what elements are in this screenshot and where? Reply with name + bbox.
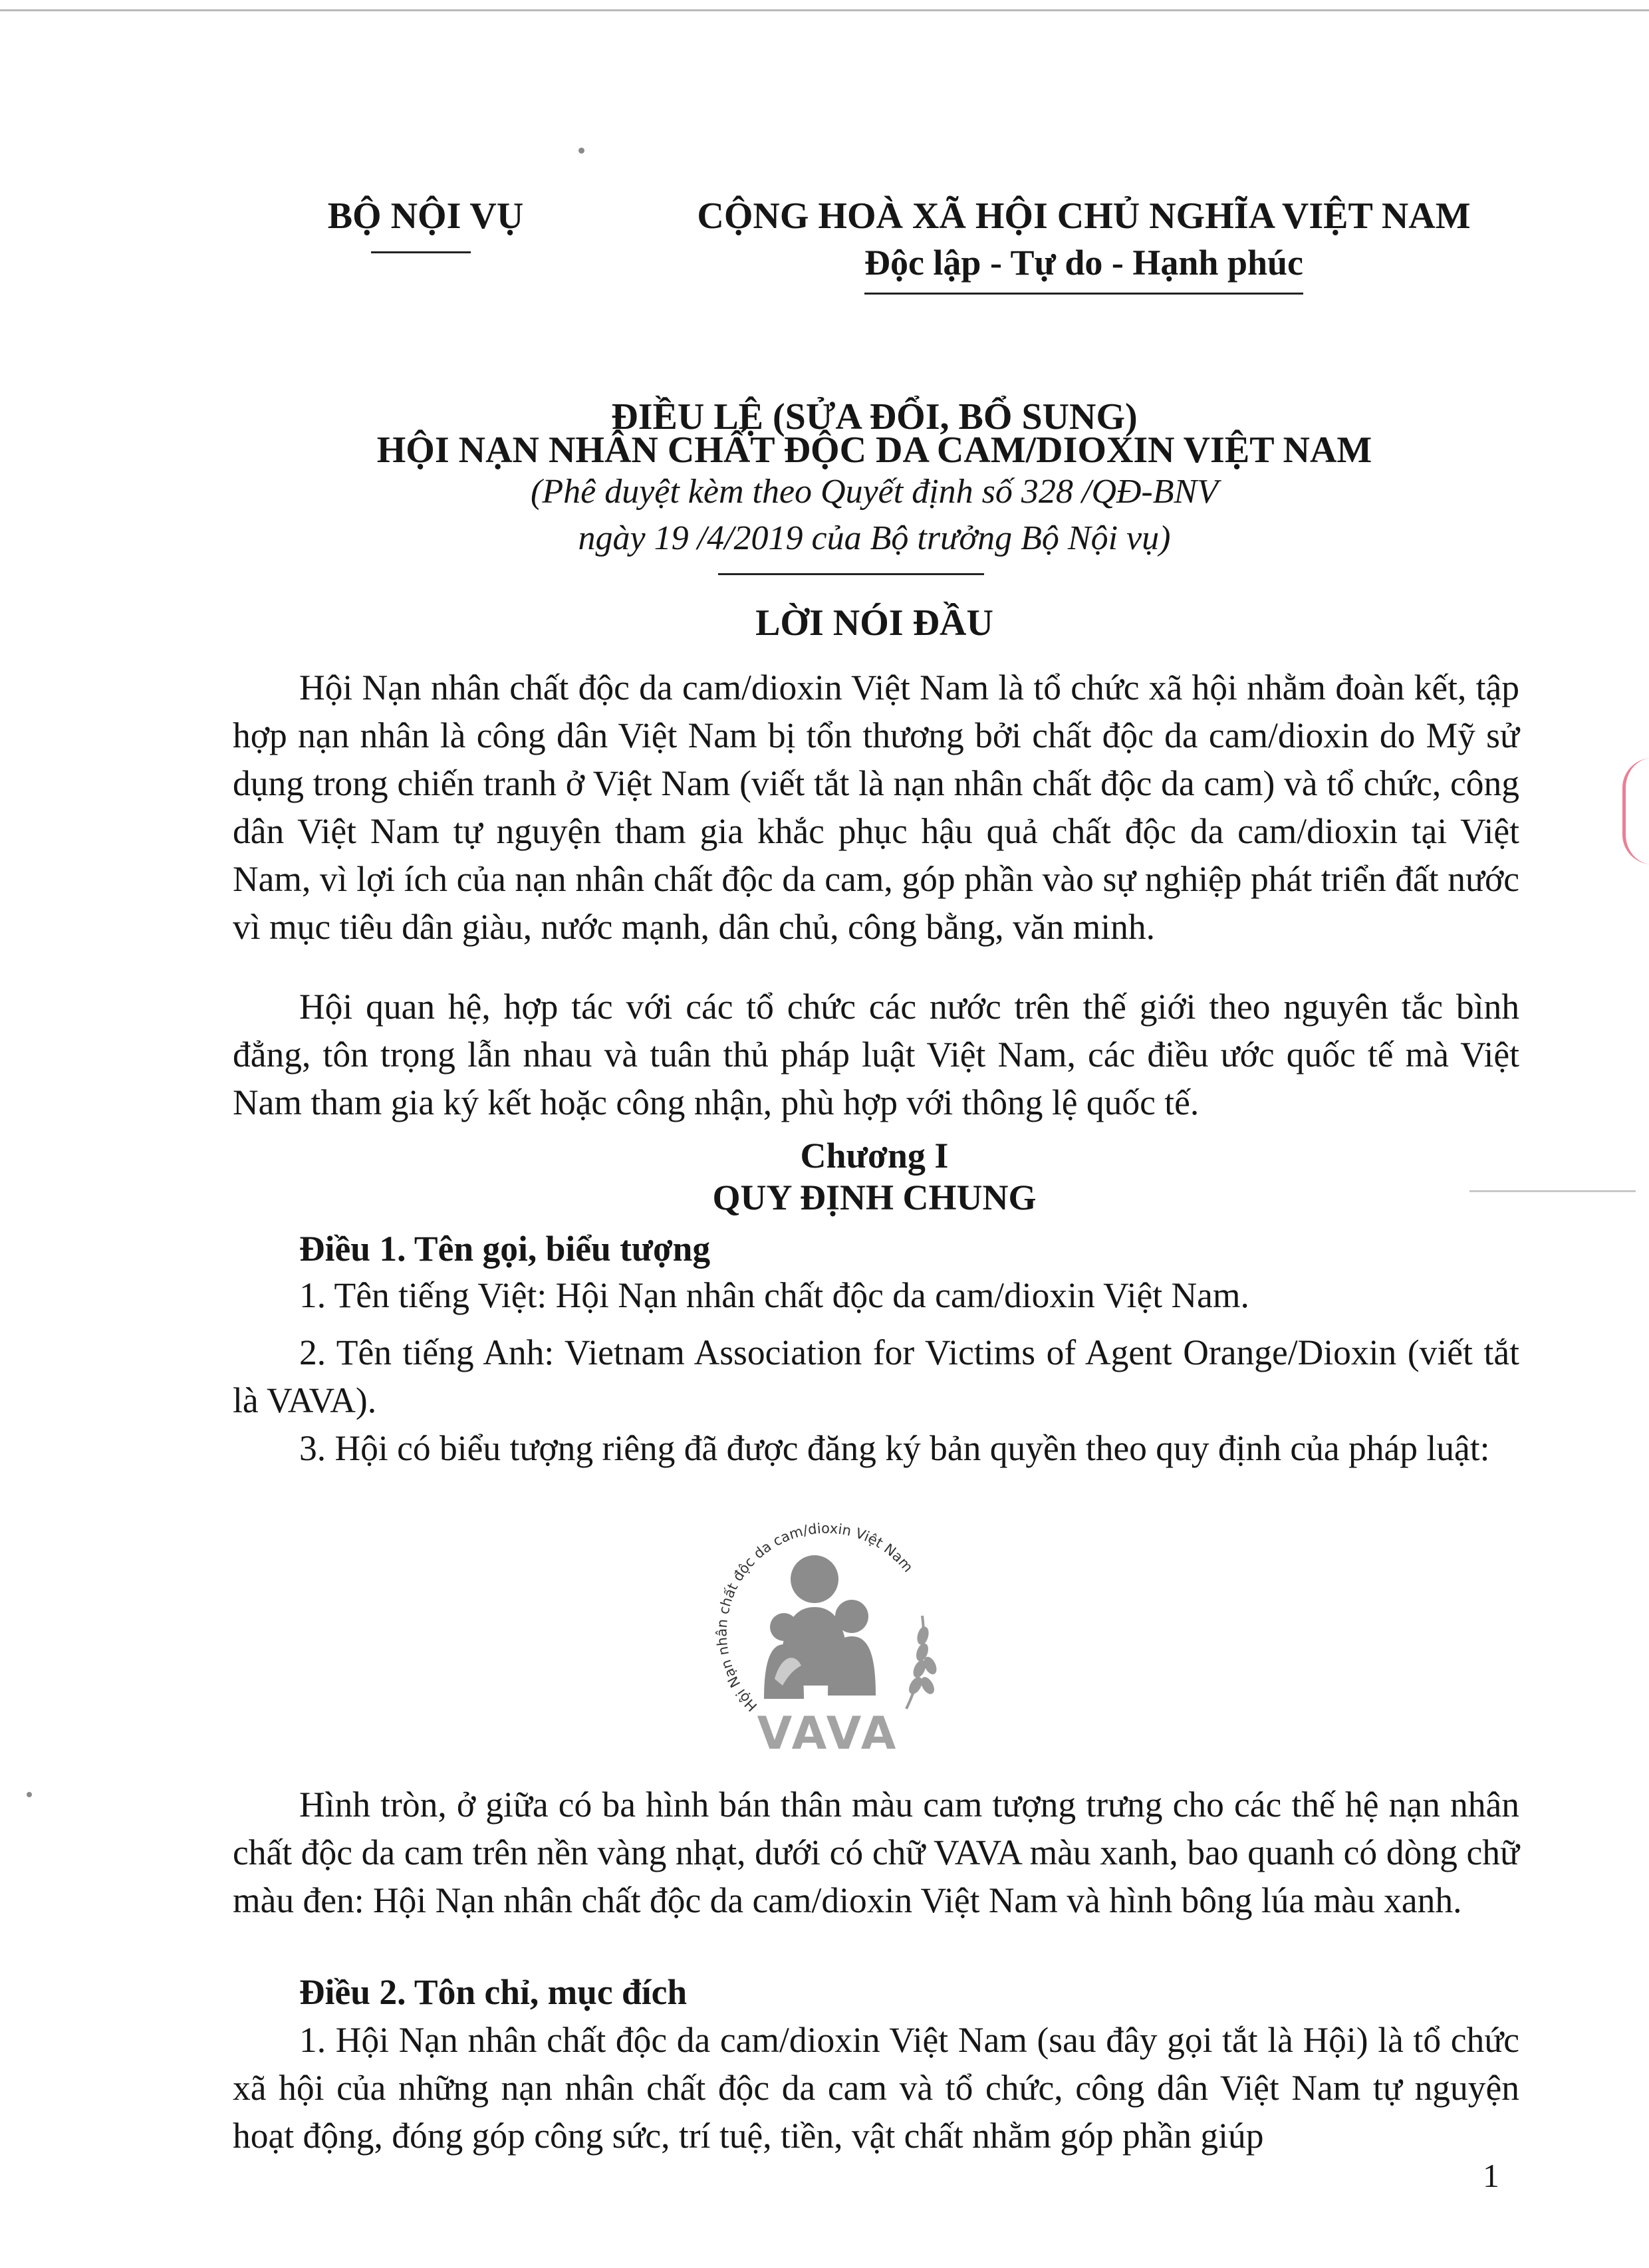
scan-speck — [27, 1792, 32, 1797]
scan-speck — [578, 148, 584, 154]
article-1-item-3: 3. Hội có biểu tượng riêng đã được đăng ký bản quyền theo quy định của pháp luật: — [299, 1428, 1490, 1468]
article-1-item-3-block — [233, 1424, 1519, 1472]
nation-name: CỘNG HOÀ XÃ HỘI CHỦ NGHĨA VIỆT NAM — [697, 195, 1471, 237]
chapter-number: Chương I — [800, 1136, 949, 1176]
preface-body-2 — [233, 983, 1519, 1126]
motto-underline — [864, 293, 1303, 295]
approval-note-line1: (Phê duyệt kèm theo Quyết định số 328 /QĐ-BNV — [531, 473, 1218, 511]
article-1-item-2: 2. Tên tiếng Anh: Vietnam Association for Victims of Agent Orange/Dioxin (viết tắt là VAVA). — [233, 1332, 1519, 1420]
preface-paragraph-2: Hội quan hệ, hợp tác với các tổ chức các nước trên thế giới theo nguyên tắc bình đẳng, tôn trọng lẫn nhau và tuân thủ pháp luật Việt Nam, các điều ước quốc tế mà Việt Nam tham gia ký kết hoặc công nhận, phù hợp với thông lệ quốc tế. — [233, 987, 1519, 1122]
organization-title: HỘI NẠN NHÂN CHẤT ĐỘC DA CAM/DIOXIN VIỆT NAM — [376, 430, 1372, 471]
article-1-item-2-block — [233, 1328, 1519, 1424]
vava-logo — [695, 1486, 974, 1765]
ministry-underline — [371, 251, 471, 253]
preface-heading: LỜI NÓI ĐẦU — [755, 602, 993, 644]
logo-description-block — [233, 1781, 1519, 1924]
article-1-heading: Điều 1. Tên gọi, biểu tượng — [299, 1229, 711, 1269]
ministry-name: BỘ NỘI VỤ — [327, 195, 524, 237]
article-2-heading: Điều 2. Tôn chỉ, mục đích — [299, 1972, 688, 2012]
national-motto: Độc lập - Tự do - Hạnh phúc — [864, 243, 1304, 283]
logo-description: Hình tròn, ở giữa có ba hình bán thân màu cam tượng trưng cho các thế hệ nạn nhân chất độc da cam trên nền vàng nhạt, dưới có chữ VAVA màu xanh, bao quanh có dòng chữ màu đen: Hội Nạn nhân chất độc da cam/dioxin Việt Nam và hình bông lúa màu xanh. — [233, 1785, 1519, 1920]
title-underline — [718, 573, 984, 575]
logo-vava-word: VAVA — [757, 1707, 899, 1760]
article-2-item-1: 1. Hội Nạn nhân chất độc da cam/dioxin Việt Nam (sau đây gọi tắt là Hội) là tổ chức xã hội của những nạn nhân chất độc da cam và tổ chức, công dân Việt Nam tự nguyện hoạt động, đóng góp công sức, trí tuệ, tiền, vật chất nhằm góp phần giúp — [233, 2020, 1519, 2156]
preface-paragraph-1: Hội Nạn nhân chất độc da cam/dioxin Việt Nam là tổ chức xã hội nhằm đoàn kết, tập hợp nạn nhân là công dân Việt Nam bị tổn thương bởi chất độc da cam/dioxin do Mỹ sử dụng trong chiến tranh ở Việt Nam (viết tắt là nạn nhân chất độc da cam) và tổ chức, công dân Việt Nam tự nguyện tham gia khắc phục hậu quả chất độc da cam/dioxin tại Việt Nam, vì lợi ích của nạn nhân chất độc da cam, góp phần vào sự nghiệp phát triển đất nước vì mục tiêu dân giàu, nước mạnh, dân chủ, công bằng, văn minh. — [233, 668, 1519, 947]
approval-note-line2: ngày 19 /4/2019 của Bộ trưởng Bộ Nội vụ) — [578, 519, 1171, 557]
article-1-item-1-block — [233, 1271, 1519, 1319]
article-2-item-1-block — [233, 2016, 1519, 2160]
preface-body — [233, 664, 1519, 951]
rice-stalk-icon — [906, 1616, 938, 1709]
article-1-item-1: 1. Tên tiếng Việt: Hội Nạn nhân chất độc da cam/dioxin Việt Nam. — [299, 1275, 1249, 1315]
chapter-title: QUY ĐỊNH CHUNG — [712, 1178, 1037, 1217]
page-number: 1 — [1483, 2157, 1499, 2194]
scan-edge-line — [0, 9, 1649, 11]
document-title: ĐIỀU LỆ (SỬA ĐỔI, BỔ SUNG) — [611, 396, 1138, 438]
logo-ring-text: Hội Nạn nhân chất độc da cam/dioxin Việt Nam — [713, 1520, 916, 1715]
stamp-edge-mark — [1622, 758, 1649, 864]
